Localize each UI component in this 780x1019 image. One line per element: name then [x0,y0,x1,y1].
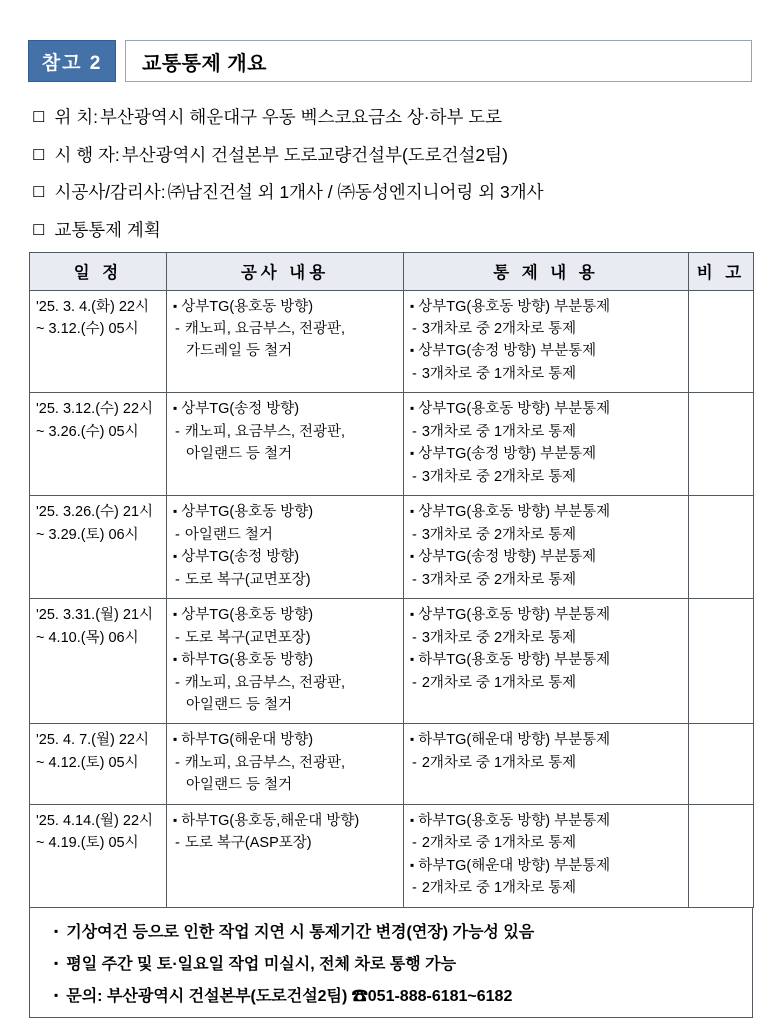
info-line [32,104,752,129]
cell-date [30,496,167,599]
list-item: ▪ 상부TG(용호동 방향) 부분통제 [410,604,682,626]
list-item: - 도로 복구(교면포장) [173,569,397,591]
plan-heading-label: 교통통제 계획 [54,219,161,240]
date-line: ~ 3.29.(토) 06시 [36,526,139,543]
checkbox-icon: ☐ [32,221,46,239]
note-line: ▪ 기상여건 등으로 인한 작업 지연 시 통제기간 변경(연장) 가능성 있음 [54,919,742,942]
date-line: '25. 4.14.(월) 22시 [36,812,154,829]
list-item: - 캐노피, 요금부스, 전광판, [173,672,397,694]
list-item: ▪ 상부TG(용호동 방향) 부분통제 [410,501,682,523]
list-item: ▪ 하부TG(용호동 방향) 부분통제 [410,810,682,832]
col-header-work: 공사 내용 [167,252,404,290]
list-item: ▪ 상부TG(송정 방향) 부분통제 [410,443,682,465]
info-value: ㈜남진건설 외 1개사 / ㈜동성엔지니어링 외 3개사 [167,182,544,202]
date-line: ~ 3.26.(수) 05시 [36,423,139,440]
date-line: ~ 4.12.(토) 05시 [36,754,139,771]
info-value: 부산광역시 해운대구 우동 벡스코요금소 상·하부 도로 [100,107,503,127]
cell-note [689,393,754,496]
cell-note [689,290,754,393]
list-item: ▪ 상부TG(송정 방향) 부분통제 [410,546,682,568]
overview-info-list [32,104,752,204]
info-line [32,179,752,204]
cell-work-content [167,290,404,393]
col-header-note: 비 고 [689,252,754,290]
date-line: '25. 4. 7.(월) 22시 [36,732,149,749]
list-item: 아일랜드 등 철거 [186,446,293,463]
cell-date [30,599,167,724]
list-item: ▪ 상부TG(용호동 방향) 부분통제 [410,296,682,318]
list-item: - 캐노피, 요금부스, 전광판, [173,421,397,443]
list-item: ▪ 상부TG(송정 방향) [173,398,397,420]
cell-note [689,724,754,804]
list-item: ▪ 하부TG(용호동 방향) 부분통제 [410,649,682,671]
list-item: - 3개차로 중 2개차로 통제 [410,524,682,546]
info-label: 위 치 [54,107,94,127]
checkbox-icon: ☐ [32,109,46,126]
cell-control-content [404,804,689,907]
list-item: ▪ 하부TG(해운대 방향) [173,729,397,751]
list-item: - 2개차로 중 1개차로 통제 [410,877,682,899]
table-header [30,252,754,290]
list-item: ▪ 하부TG(용호동 방향) [173,649,397,671]
list-item: - 2개차로 중 1개차로 통제 [410,672,682,694]
list-item: 가드레일 등 철거 [186,343,293,360]
cell-control-content [404,393,689,496]
table-row [30,393,754,496]
cell-date [30,804,167,907]
list-item: ▪ 상부TG(용호동 방향) [173,296,397,318]
page-title: 교통통제 개요 [125,40,752,82]
cell-work-content [167,599,404,724]
col-header-date: 일 정 [30,252,167,290]
col-header-control: 통 제 내 용 [404,252,689,290]
list-item: 아일랜드 등 철거 [186,697,293,713]
list-item: ▪ 하부TG(해운대 방향) 부분통제 [410,729,682,751]
list-item: 아일랜드 등 철거 [186,777,293,794]
list-item: - 3개차로 중 2개차로 통제 [410,318,682,340]
checkbox-icon: ☐ [32,184,46,201]
date-line: ~ 3.12.(수) 05시 [36,320,139,337]
cell-control-content [404,599,689,724]
list-item: ▪ 하부TG(용호동,해운대 방향) [173,810,397,832]
date-line: ~ 4.19.(토) 05시 [36,835,139,852]
notes-box [29,908,753,1018]
cell-date [30,393,167,496]
info-separator: : [160,182,166,202]
info-label: 시공사/감리사 [54,182,161,202]
info-label: 시 행 자 [54,144,115,165]
table-row [30,496,754,599]
cell-work-content [167,724,404,804]
table-body [30,290,754,907]
info-separator: : [93,107,99,127]
date-line: '25. 3.31.(월) 21시 [36,607,154,624]
info-separator: : [114,144,120,165]
list-item: - 3개차로 중 2개차로 통제 [410,466,682,488]
checkbox-icon: ☐ [32,146,46,164]
list-item: ▪ 상부TG(용호동 방향) [173,604,397,626]
list-item: - 3개차로 중 2개차로 통제 [410,569,682,591]
info-value: 부산광역시 건설본부 도로교량건설부(도로건설2팀) [121,144,508,165]
list-item: - 도로 복구(교면포장) [173,627,397,649]
list-item: ▪ 상부TG(송정 방향) [173,546,397,568]
table-header-row [30,252,754,290]
reference-tag: 참고 2 [28,40,116,82]
list-item: - 3개차로 중 1개차로 통제 [410,421,682,443]
list-item: ▪ 상부TG(용호동 방향) [173,501,397,523]
list-item: - 캐노피, 요금부스, 전광판, [173,752,397,774]
cell-date [30,290,167,393]
cell-work-content [167,804,404,907]
table-row [30,804,754,907]
table-row [30,290,754,393]
date-line: ~ 4.10.(목) 06시 [36,629,139,646]
list-item: - 도로 복구(ASP포장) [173,832,397,854]
list-item: ▪ 상부TG(용호동 방향) 부분통제 [410,398,682,420]
cell-control-content [404,724,689,804]
list-item: - 3개차로 중 2개차로 통제 [410,627,682,649]
list-item: - 3개차로 중 1개차로 통제 [410,363,682,385]
list-item: - 2개차로 중 1개차로 통제 [410,832,682,854]
schedule-table [29,252,754,908]
info-line [32,142,752,167]
table-row [30,724,754,804]
cell-work-content [167,496,404,599]
section-header [28,40,752,82]
list-item: - 캐노피, 요금부스, 전광판, [173,318,397,340]
cell-date [30,724,167,804]
list-item: ▪ 하부TG(해운대 방향) 부분통제 [410,855,682,877]
list-item: - 아일랜드 철거 [173,524,397,546]
cell-note [689,804,754,907]
note-line: ▪ 평일 주간 및 토·일요일 작업 미실시, 전체 차로 통행 가능 [54,951,742,974]
date-line: '25. 3. 4.(화) 22시 [36,298,149,315]
cell-control-content [404,290,689,393]
date-line: '25. 3.12.(수) 22시 [36,401,154,418]
cell-control-content [404,496,689,599]
cell-note [689,599,754,724]
list-item: - 2개차로 중 1개차로 통제 [410,752,682,774]
table-row [30,599,754,724]
cell-note [689,496,754,599]
cell-work-content [167,393,404,496]
list-item: ▪ 상부TG(송정 방향) 부분통제 [410,340,682,362]
note-line: ▪ 문의: 부산광역시 건설본부(도로건설2팀) ☎051-888-6181~6182 [54,983,742,1006]
date-line: '25. 3.26.(수) 21시 [36,504,154,521]
traffic-control-plan-heading [32,217,752,242]
